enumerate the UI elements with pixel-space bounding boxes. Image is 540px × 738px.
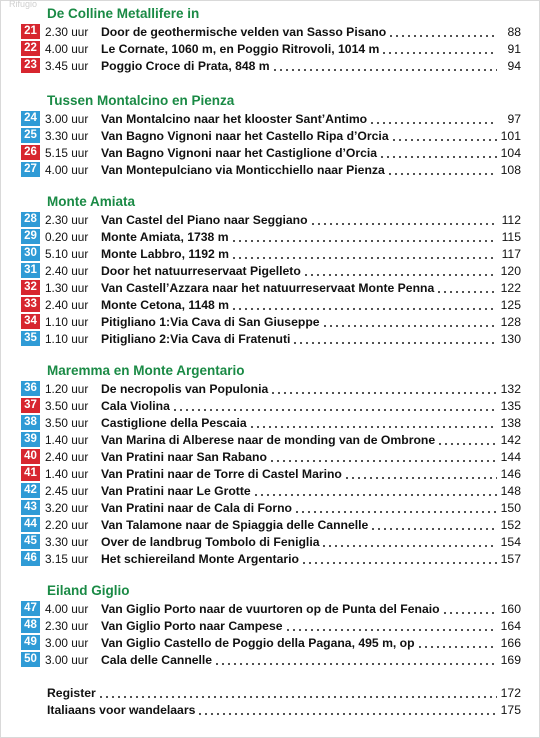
dot-leader <box>322 313 497 330</box>
toc-entry[interactable] <box>21 634 521 651</box>
dot-leader <box>388 23 497 40</box>
route-title: Poggio Croce di Prata, 848 m <box>101 58 270 73</box>
route-title: Van Montepulciano via Monticchiello naar Pienza <box>101 162 385 177</box>
toc-entry[interactable] <box>21 40 521 57</box>
page-number: 138 <box>500 415 521 430</box>
dot-leader <box>303 262 497 279</box>
dot-leader <box>285 617 497 634</box>
toc-entry[interactable] <box>21 380 521 397</box>
page-number: 132 <box>500 381 521 396</box>
toc-entry[interactable] <box>21 431 521 448</box>
route-number-badge: 34 <box>21 314 40 329</box>
page-number: 112 <box>501 212 521 227</box>
section-title: De Colline Metallifere in <box>47 6 200 21</box>
route-title: Cala delle Cannelle <box>101 652 213 667</box>
route-duration: 3.00 uur <box>45 652 89 667</box>
dot-leader <box>437 431 497 448</box>
route-title: Van Castel del Piano naar Seggiano <box>101 212 308 227</box>
page-number: 150 <box>500 500 521 515</box>
route-title: Cala Violina <box>101 398 170 413</box>
route-title: Castiglione della Pescaia <box>101 415 247 430</box>
route-duration: 1.10 uur <box>45 314 89 329</box>
route-number-badge: 31 <box>21 263 40 278</box>
dot-leader <box>310 211 497 228</box>
dot-leader <box>231 228 497 245</box>
toc-section <box>21 362 521 567</box>
toc-entry[interactable] <box>21 262 521 279</box>
dot-leader <box>436 279 497 296</box>
route-duration: 2.40 uur <box>45 449 89 464</box>
route-duration: 2.30 uur <box>45 212 89 227</box>
toc-section <box>21 92 521 178</box>
route-title: Door de geothermische velden van Sasso Pisano <box>101 24 387 39</box>
route-title: Van Marina di Alberese naar de monding van de Ombrone <box>101 432 436 447</box>
dot-leader <box>249 414 497 431</box>
dot-leader <box>321 533 497 550</box>
route-title: Van Talamone naar de Spiaggia delle Cannelle <box>101 517 369 532</box>
route-duration: 1.20 uur <box>45 381 89 396</box>
page-number: 122 <box>500 280 521 295</box>
page-number: 148 <box>500 483 521 498</box>
route-duration: 4.00 uur <box>45 601 89 616</box>
route-number-badge: 38 <box>21 415 40 430</box>
page-number: 144 <box>500 449 521 464</box>
page-number: 104 <box>500 145 521 160</box>
toc-entry[interactable] <box>21 617 521 634</box>
route-title: Le Cornate, 1060 m, en Poggio Ritrovoli, 1014 m <box>101 41 380 56</box>
page-number: 146 <box>500 466 521 481</box>
page-number: 142 <box>500 432 521 447</box>
route-title: Van Castell’Azzara naar het natuurreservaat Monte Penna <box>101 280 435 295</box>
route-duration: 1.10 uur <box>45 331 89 346</box>
page-number: 117 <box>501 246 521 261</box>
page-number: 157 <box>500 551 521 566</box>
page-number: 94 <box>507 58 521 73</box>
page-number: 175 <box>500 702 521 717</box>
page-number: 130 <box>500 331 521 346</box>
route-duration: 5.10 uur <box>45 246 89 261</box>
route-title: Pitigliano 2:Via Cava di Fratenuti <box>101 331 291 346</box>
route-title: Van Pratini naar Le Grotte <box>101 483 251 498</box>
route-number-badge: 49 <box>21 635 40 650</box>
route-duration: 2.40 uur <box>45 297 89 312</box>
route-duration: 3.00 uur <box>45 111 89 126</box>
dot-leader <box>301 550 497 567</box>
section-title: Monte Amiata <box>47 194 136 209</box>
toc-appendix <box>21 684 521 718</box>
appendix-entry[interactable] <box>21 701 521 718</box>
route-number-badge: 48 <box>21 618 40 633</box>
route-duration: 3.45 uur <box>45 58 89 73</box>
page-number: 115 <box>501 229 521 244</box>
toc-entry[interactable] <box>21 313 521 330</box>
toc-entry[interactable] <box>21 448 521 465</box>
route-title: Monte Labbro, 1192 m <box>101 246 229 261</box>
dot-leader <box>214 651 497 668</box>
page-number: 172 <box>500 685 521 700</box>
route-duration: 3.50 uur <box>45 415 89 430</box>
section-title: Tussen Montalcino en Pienza <box>47 93 235 108</box>
toc-entry[interactable] <box>21 161 521 178</box>
toc-entry[interactable] <box>21 57 521 74</box>
route-number-badge: 40 <box>21 449 40 464</box>
page-number: 120 <box>500 263 521 278</box>
route-title: Het schiereiland Monte Argentario <box>101 551 299 566</box>
page-number: 101 <box>500 128 521 143</box>
route-number-badge: 25 <box>21 128 40 143</box>
route-duration: 1.40 uur <box>45 466 89 481</box>
route-number-badge: 47 <box>21 601 40 616</box>
route-number-badge: 28 <box>21 212 40 227</box>
route-duration: 1.40 uur <box>45 432 89 447</box>
page-number: 166 <box>500 635 521 650</box>
route-number-badge: 23 <box>21 58 40 73</box>
dot-leader <box>387 161 497 178</box>
page-number: 128 <box>500 314 521 329</box>
toc-entry[interactable] <box>21 533 521 550</box>
route-title: Van Giglio Porto naar Campese <box>101 618 283 633</box>
page-number: 154 <box>500 534 521 549</box>
dot-leader <box>442 600 497 617</box>
page-number: 97 <box>507 111 521 126</box>
page-number: 135 <box>500 398 521 413</box>
toc-entry[interactable] <box>21 482 521 499</box>
route-number-badge: 50 <box>21 652 40 667</box>
route-number-badge: 24 <box>21 111 40 126</box>
route-number-badge: 45 <box>21 534 40 549</box>
route-title: Van Bagno Vignoni naar het Castello Ripa d’Orcia <box>101 128 389 143</box>
route-number-badge: 33 <box>21 297 40 312</box>
page-number: 169 <box>500 652 521 667</box>
toc-entry[interactable] <box>21 211 521 228</box>
appendix-title: Italiaans voor wandelaars <box>47 702 196 717</box>
route-duration: 5.15 uur <box>45 145 89 160</box>
toc-entry[interactable] <box>21 414 521 431</box>
route-number-badge: 43 <box>21 500 40 515</box>
route-duration: 4.00 uur <box>45 162 89 177</box>
dot-leader <box>272 57 497 74</box>
route-number-badge: 39 <box>21 432 40 447</box>
route-duration: 2.20 uur <box>45 517 89 532</box>
route-number-badge: 32 <box>21 280 40 295</box>
dot-leader <box>269 448 497 465</box>
toc-entry[interactable] <box>21 550 521 567</box>
route-title: Van Pratini naar de Torre di Castel Marino <box>101 466 342 481</box>
dot-leader <box>231 296 497 313</box>
route-number-badge: 22 <box>21 41 40 56</box>
route-duration: 3.00 uur <box>45 635 89 650</box>
appendix-title: Register <box>47 685 96 700</box>
route-number-badge: 42 <box>21 483 40 498</box>
route-duration: 2.45 uur <box>45 483 89 498</box>
toc-entry[interactable] <box>21 651 521 668</box>
route-title: Van Bagno Vignoni naar het Castiglione d’Orcia <box>101 145 378 160</box>
route-duration: 3.30 uur <box>45 128 89 143</box>
toc-entry[interactable] <box>21 296 521 313</box>
toc-section <box>21 193 521 347</box>
route-number-badge: 37 <box>21 398 40 413</box>
route-number-badge: 29 <box>21 229 40 244</box>
toc-entry[interactable] <box>21 330 521 347</box>
route-duration: 2.30 uur <box>45 618 89 633</box>
toc-entry[interactable] <box>21 228 521 245</box>
header-fragment: Rifugio <box>9 0 38 9</box>
dot-leader <box>197 701 497 718</box>
route-number-badge: 44 <box>21 517 40 532</box>
route-number-badge: 30 <box>21 246 40 261</box>
dot-leader <box>379 144 497 161</box>
route-title: Over de landbrug Tombolo di Feniglia <box>101 534 320 549</box>
section-title: Maremma en Monte Argentario <box>47 363 245 378</box>
route-title: Van Montalcino naar het klooster Sant’Antimo <box>101 111 368 126</box>
route-title: Monte Cetona, 1148 m <box>101 297 230 312</box>
route-title: De necropolis van Populonia <box>101 381 269 396</box>
dot-leader <box>253 482 497 499</box>
route-title: Van Pratini naar San Rabano <box>101 449 267 464</box>
route-number-badge: 46 <box>21 551 40 566</box>
toc-entry[interactable] <box>21 600 521 617</box>
page-number: 91 <box>507 41 521 56</box>
toc-entry[interactable] <box>21 397 521 414</box>
route-title: Van Pratini naar de Cala di Forno <box>101 500 292 515</box>
route-duration: 4.00 uur <box>45 41 89 56</box>
route-title: Pitigliano 1:Via Cava di San Giuseppe <box>101 314 320 329</box>
route-duration: 3.30 uur <box>45 534 89 549</box>
route-number-badge: 21 <box>21 24 40 39</box>
route-duration: 2.30 uur <box>45 24 89 39</box>
route-number-badge: 35 <box>21 331 40 346</box>
dot-leader <box>231 245 497 262</box>
route-title: Door het natuurreservaat Pigelleto <box>101 263 301 278</box>
dot-leader <box>391 127 497 144</box>
dot-leader <box>381 40 497 57</box>
dot-leader <box>369 110 497 127</box>
toc-entry[interactable] <box>21 110 521 127</box>
page-number: 125 <box>500 297 521 312</box>
page-number: 164 <box>500 618 521 633</box>
dot-leader <box>417 634 497 651</box>
route-duration: 0.20 uur <box>45 229 89 244</box>
route-title: Van Giglio Porto naar de vuurtoren op de Punta del Fenaio <box>101 601 440 616</box>
section-title: Eiland Giglio <box>47 583 130 598</box>
route-number-badge: 41 <box>21 466 40 481</box>
dot-leader <box>370 516 497 533</box>
toc-section <box>21 582 521 668</box>
page-number: 152 <box>500 517 521 532</box>
route-duration: 3.15 uur <box>45 551 89 566</box>
dot-leader <box>98 684 497 701</box>
toc-entry[interactable] <box>21 279 521 296</box>
route-title: Monte Amiata, 1738 m <box>101 229 229 244</box>
route-title: Van Giglio Castello de Poggio della Pagana, 495 m, op <box>101 635 415 650</box>
route-number-badge: 36 <box>21 381 40 396</box>
route-duration: 2.40 uur <box>45 263 89 278</box>
route-duration: 1.30 uur <box>45 280 89 295</box>
toc-entry[interactable] <box>21 499 521 516</box>
route-duration: 3.50 uur <box>45 398 89 413</box>
route-number-badge: 27 <box>21 162 40 177</box>
dot-leader <box>292 330 497 347</box>
page-number: 88 <box>507 24 521 39</box>
page-number: 160 <box>500 601 521 616</box>
appendix-entry[interactable] <box>21 684 521 701</box>
toc-section <box>21 5 521 74</box>
toc-entry[interactable] <box>21 465 521 482</box>
dot-leader <box>270 380 497 397</box>
dot-leader <box>344 465 497 482</box>
toc-entry[interactable] <box>21 127 521 144</box>
toc-entry[interactable] <box>21 516 521 533</box>
toc-entry[interactable] <box>21 144 521 161</box>
toc-entry[interactable] <box>21 23 521 40</box>
route-duration: 3.20 uur <box>45 500 89 515</box>
route-number-badge: 26 <box>21 145 40 160</box>
toc-entry[interactable] <box>21 245 521 262</box>
dot-leader <box>172 397 497 414</box>
dot-leader <box>294 499 497 516</box>
page-number: 108 <box>500 162 521 177</box>
